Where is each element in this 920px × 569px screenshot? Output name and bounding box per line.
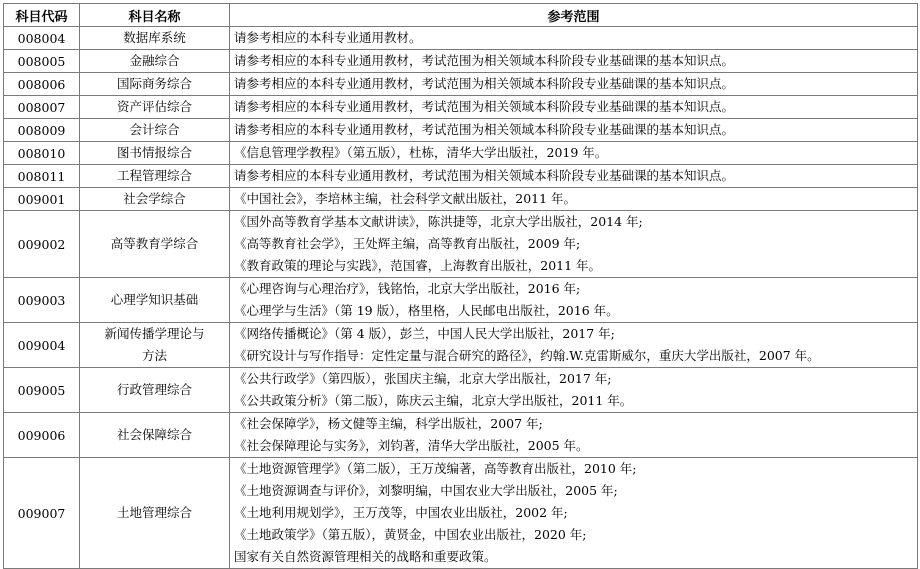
reference-line: 《土地资源管理学》（第二版），王万茂编著，高等教育出版社，2010 年;	[234, 461, 637, 476]
reference-scope	[230, 27, 918, 50]
reference-scope	[230, 165, 918, 188]
subject-code: 008010	[4, 142, 80, 165]
subject-name: 心理学知识基础	[110, 292, 199, 307]
reference-scope	[230, 211, 918, 278]
subject-name: 工程管理综合	[116, 168, 192, 183]
table-row	[4, 27, 918, 50]
reference-line: 《社会保障学》，杨文健等主编，科学出版社，2007 年;	[234, 416, 543, 431]
reference-line: 请参考相应的本科专业通用教材。	[234, 30, 422, 45]
subject-name: 数据库系统	[123, 30, 186, 45]
table-row	[4, 413, 918, 458]
subject-code: 009003	[4, 278, 80, 323]
reference-line: 《土地资源调查与评价》，刘黎明编，中国农业大学出版社，2005 年;	[234, 483, 618, 498]
reference-scope	[230, 119, 918, 142]
subject-name-cell	[80, 278, 230, 323]
reference-table-container	[3, 3, 918, 569]
table-row	[4, 211, 918, 278]
subject-code: 009006	[4, 413, 80, 458]
reference-scope	[230, 142, 918, 165]
table-row	[4, 323, 918, 368]
reference-line: 《高等教育社会学》，王处辉主编，高等教育出版社，2009 年;	[234, 236, 581, 251]
table-row	[4, 188, 918, 211]
subject-code: 008011	[4, 165, 80, 188]
table-row	[4, 458, 918, 569]
subject-code: 009005	[4, 368, 80, 413]
reference-line: 请参考相应的本科专业通用教材，考试范围为相关领域本科阶段专业基础课的基本知识点。	[234, 122, 735, 137]
subject-code: 009001	[4, 188, 80, 211]
header-name: 科目名称	[80, 4, 230, 27]
table-body	[4, 27, 918, 569]
subject-name-cell	[80, 27, 230, 50]
subject-code: 008007	[4, 96, 80, 119]
subject-code: 009007	[4, 458, 80, 569]
reference-line: 《公共行政学》（第四版），张国庆主编，北京大学出版社，2017 年;	[234, 371, 612, 386]
subject-name: 新闻传播学理论与方法	[104, 326, 205, 363]
reference-line: 《国外高等教育学基本文献讲读》，陈洪捷等，北京大学出版社，2014 年;	[234, 214, 643, 229]
reference-line: 《信息管理学教程》（第五版），杜栋，清华大学出版社，2019 年。	[234, 145, 608, 160]
subject-name-cell	[80, 211, 230, 278]
table-row	[4, 165, 918, 188]
exam-reference-table	[3, 3, 918, 569]
reference-line: 《公共政策分析》（第二版），陈庆云主编，北京大学出版社，2011 年。	[234, 393, 633, 408]
reference-line: 请参考相应的本科专业通用教材，考试范围为相关领域本科阶段专业基础课的基本知识点。	[234, 168, 735, 183]
subject-code: 008004	[4, 27, 80, 50]
reference-scope	[230, 323, 918, 368]
reference-line: 《社会保障理论与实务》，刘钧著，清华大学出版社，2005 年。	[234, 438, 589, 453]
table-row	[4, 278, 918, 323]
reference-scope	[230, 458, 918, 569]
reference-line: 请参考相应的本科专业通用教材，考试范围为相关领域本科阶段专业基础课的基本知识点。	[234, 76, 735, 91]
table-row	[4, 50, 918, 73]
reference-line: 《土地利用规划学》，王万茂等，中国农业出版社，2002 年;	[234, 505, 568, 520]
subject-name: 社会保障综合	[116, 427, 192, 442]
reference-line: 《教育政策的理论与实践》，范国睿，上海教育出版社，2011 年。	[234, 258, 602, 273]
subject-name-cell	[80, 165, 230, 188]
table-row	[4, 73, 918, 96]
subject-name-cell	[80, 119, 230, 142]
subject-name: 土地管理综合	[116, 505, 192, 520]
reference-line: 请参考相应的本科专业通用教材，考试范围为相关领域本科阶段专业基础课的基本知识点。	[234, 99, 735, 114]
subject-name-cell	[80, 323, 230, 368]
subject-code: 008005	[4, 50, 80, 73]
subject-name-cell	[80, 50, 230, 73]
subject-name: 资产评估综合	[116, 99, 192, 114]
header-code: 科目代码	[4, 4, 80, 27]
subject-name-cell	[80, 73, 230, 96]
table-header-row	[4, 4, 918, 27]
header-ref: 参考范围	[230, 4, 918, 27]
reference-scope	[230, 368, 918, 413]
reference-scope	[230, 96, 918, 119]
subject-name-cell	[80, 458, 230, 569]
subject-name-cell	[80, 413, 230, 458]
subject-code: 008009	[4, 119, 80, 142]
table-row	[4, 142, 918, 165]
reference-scope	[230, 188, 918, 211]
reference-scope	[230, 73, 918, 96]
subject-name: 会计综合	[129, 122, 180, 137]
table-row	[4, 368, 918, 413]
subject-name-cell	[80, 188, 230, 211]
reference-line: 《土地政策学》（第五版），黄贤金，中国农业出版社，2020 年;	[234, 527, 587, 542]
reference-line: 《心理学与生活》（第 19 版），格里格，人民邮电出版社，2016 年。	[234, 303, 619, 318]
subject-name: 高等教育学综合	[110, 236, 199, 251]
reference-line: 《心理咨询与心理治疗》，钱铭怡，北京大学出版社，2016 年;	[234, 281, 581, 296]
subject-name-cell	[80, 96, 230, 119]
subject-name: 行政管理综合	[116, 382, 192, 397]
reference-line: 《中国社会》，李培林主编，社会科学文献出版社，2011 年。	[234, 191, 577, 206]
reference-line: 《研究设计与写作指导：定性定量与混合研究的路径》，约翰.W.克雷斯威尔，重庆大学出版社，2007 年。	[234, 348, 820, 363]
table-row	[4, 119, 918, 142]
reference-line: 《网络传播概论》（第 4 版），彭兰，中国人民大学出版社，2017 年;	[234, 326, 615, 341]
reference-line: 国家有关自然资源管理相关的战略和重要政策。	[234, 549, 497, 564]
reference-scope	[230, 278, 918, 323]
table-row	[4, 96, 918, 119]
subject-name-cell	[80, 368, 230, 413]
subject-name: 金融综合	[129, 53, 180, 68]
subject-name: 社会学综合	[123, 191, 186, 206]
subject-name-cell	[80, 142, 230, 165]
subject-name: 图书情报综合	[116, 145, 192, 160]
reference-scope	[230, 413, 918, 458]
subject-name: 国际商务综合	[116, 76, 192, 91]
reference-line: 请参考相应的本科专业通用教材，考试范围为相关领域本科阶段专业基础课的基本知识点。	[234, 53, 735, 68]
subject-code: 008006	[4, 73, 80, 96]
subject-code: 009002	[4, 211, 80, 278]
subject-code: 009004	[4, 323, 80, 368]
reference-scope	[230, 50, 918, 73]
